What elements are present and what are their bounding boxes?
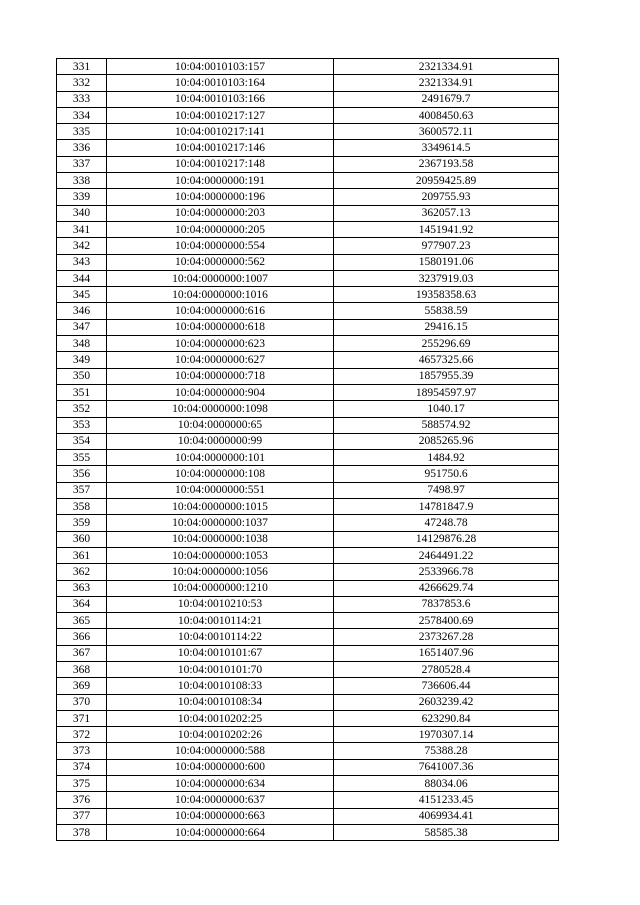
table-row <box>57 776 559 792</box>
row-number-cell: 336 <box>57 140 107 156</box>
row-number-cell: 360 <box>57 531 107 547</box>
row-number-cell: 362 <box>57 564 107 580</box>
cadastral-number-cell: 10:04:0000000:203 <box>107 205 334 221</box>
table-row <box>57 238 559 254</box>
cadastral-number-cell: 10:04:0000000:554 <box>107 238 334 254</box>
table-row <box>57 580 559 596</box>
row-number-cell: 363 <box>57 580 107 596</box>
cadastral-number-cell: 10:04:0010114:21 <box>107 613 334 629</box>
table-row <box>57 808 559 824</box>
table-row <box>57 629 559 645</box>
row-number-cell: 369 <box>57 678 107 694</box>
value-cell: 18954597.97 <box>334 384 559 400</box>
row-number-cell: 376 <box>57 792 107 808</box>
row-number-cell: 352 <box>57 401 107 417</box>
value-cell: 3600572.11 <box>334 124 559 140</box>
table-row <box>57 417 559 433</box>
cadastral-number-cell: 10:04:0000000:616 <box>107 303 334 319</box>
row-number-cell: 357 <box>57 482 107 498</box>
table-row <box>57 303 559 319</box>
table-row <box>57 499 559 515</box>
value-cell: 1484.92 <box>334 450 559 466</box>
value-cell: 7641007.36 <box>334 759 559 775</box>
table-row <box>57 564 559 580</box>
cadastral-number-cell: 10:04:0010103:164 <box>107 75 334 91</box>
cadastral-number-cell: 10:04:0000000:623 <box>107 336 334 352</box>
table-row <box>57 384 559 400</box>
value-cell: 7837853.6 <box>334 596 559 612</box>
value-cell: 2464491.22 <box>334 547 559 563</box>
row-number-cell: 371 <box>57 710 107 726</box>
cadastral-number-cell: 10:04:0010217:146 <box>107 140 334 156</box>
cadastral-number-cell: 10:04:0000000:551 <box>107 482 334 498</box>
table-row <box>57 352 559 368</box>
value-cell: 14781847.9 <box>334 499 559 515</box>
table-row <box>57 156 559 172</box>
cadastral-number-cell: 10:04:0000000:600 <box>107 759 334 775</box>
value-cell: 209755.93 <box>334 189 559 205</box>
value-cell: 2367193.58 <box>334 156 559 172</box>
value-cell: 1040.17 <box>334 401 559 417</box>
cadastral-number-cell: 10:04:0000000:1015 <box>107 499 334 515</box>
row-number-cell: 373 <box>57 743 107 759</box>
value-cell: 29416.15 <box>334 319 559 335</box>
cadastral-number-cell: 10:04:0000000:1056 <box>107 564 334 580</box>
cadastral-number-cell: 10:04:0010108:34 <box>107 694 334 710</box>
cadastral-number-cell: 10:04:0000000:196 <box>107 189 334 205</box>
cadastral-number-cell: 10:04:0010103:166 <box>107 91 334 107</box>
value-cell: 3237919.03 <box>334 270 559 286</box>
cadastral-number-cell: 10:04:0000000:205 <box>107 221 334 237</box>
cadastral-number-cell: 10:04:0000000:1016 <box>107 287 334 303</box>
cadastral-number-cell: 10:04:0000000:663 <box>107 808 334 824</box>
cadastral-number-cell: 10:04:0000000:634 <box>107 776 334 792</box>
row-number-cell: 348 <box>57 336 107 352</box>
value-cell: 4657325.66 <box>334 352 559 368</box>
row-number-cell: 370 <box>57 694 107 710</box>
cadastral-number-cell: 10:04:0010101:70 <box>107 661 334 677</box>
value-cell: 951750.6 <box>334 466 559 482</box>
row-number-cell: 368 <box>57 661 107 677</box>
table-row <box>57 694 559 710</box>
table-row <box>57 270 559 286</box>
value-cell: 55838.59 <box>334 303 559 319</box>
value-cell: 47248.78 <box>334 515 559 531</box>
cadastral-number-cell: 10:04:0010217:127 <box>107 107 334 123</box>
value-cell: 1451941.92 <box>334 221 559 237</box>
row-number-cell: 365 <box>57 613 107 629</box>
cadastral-number-cell: 10:04:0000000:1007 <box>107 270 334 286</box>
table-row <box>57 547 559 563</box>
row-number-cell: 364 <box>57 596 107 612</box>
cadastral-number-cell: 10:04:0000000:637 <box>107 792 334 808</box>
table-row <box>57 661 559 677</box>
row-number-cell: 378 <box>57 824 107 840</box>
table-row <box>57 433 559 449</box>
row-number-cell: 375 <box>57 776 107 792</box>
row-number-cell: 335 <box>57 124 107 140</box>
cadastral-number-cell: 10:04:0000000:904 <box>107 384 334 400</box>
row-number-cell: 339 <box>57 189 107 205</box>
value-cell: 977907.23 <box>334 238 559 254</box>
value-cell: 1651407.96 <box>334 645 559 661</box>
row-number-cell: 372 <box>57 727 107 743</box>
row-number-cell: 377 <box>57 808 107 824</box>
table-row <box>57 75 559 91</box>
value-cell: 2603239.42 <box>334 694 559 710</box>
value-cell: 20959425.89 <box>334 173 559 189</box>
table-row <box>57 710 559 726</box>
table-row <box>57 531 559 547</box>
row-number-cell: 333 <box>57 91 107 107</box>
table-row <box>57 368 559 384</box>
cadastral-number-cell: 10:04:0000000:1210 <box>107 580 334 596</box>
table-row <box>57 124 559 140</box>
row-number-cell: 331 <box>57 59 107 75</box>
table-row <box>57 743 559 759</box>
table-row <box>57 91 559 107</box>
cadastral-number-cell: 10:04:0000000:718 <box>107 368 334 384</box>
cadastral-number-cell: 10:04:0010210:53 <box>107 596 334 612</box>
value-cell: 4266629.74 <box>334 580 559 596</box>
table-row <box>57 205 559 221</box>
cadastral-number-cell: 10:04:0010217:141 <box>107 124 334 140</box>
table-row <box>57 613 559 629</box>
row-number-cell: 332 <box>57 75 107 91</box>
cadastral-number-cell: 10:04:0000000:65 <box>107 417 334 433</box>
table-row <box>57 287 559 303</box>
row-number-cell: 337 <box>57 156 107 172</box>
row-number-cell: 338 <box>57 173 107 189</box>
cadastral-number-cell: 10:04:0000000:1098 <box>107 401 334 417</box>
value-cell: 4008450.63 <box>334 107 559 123</box>
cadastral-number-cell: 10:04:0000000:562 <box>107 254 334 270</box>
table-row <box>57 140 559 156</box>
table-row <box>57 189 559 205</box>
row-number-cell: 340 <box>57 205 107 221</box>
value-cell: 2085265.96 <box>334 433 559 449</box>
value-cell: 4151233.45 <box>334 792 559 808</box>
value-cell: 588574.92 <box>334 417 559 433</box>
value-cell: 14129876.28 <box>334 531 559 547</box>
data-table <box>56 58 559 841</box>
row-number-cell: 374 <box>57 759 107 775</box>
value-cell: 2578400.69 <box>334 613 559 629</box>
value-cell: 1580191.06 <box>334 254 559 270</box>
table-row <box>57 59 559 75</box>
row-number-cell: 355 <box>57 450 107 466</box>
table-row <box>57 173 559 189</box>
cadastral-number-cell: 10:04:0000000:618 <box>107 319 334 335</box>
cadastral-number-cell: 10:04:0000000:191 <box>107 173 334 189</box>
cadastral-number-cell: 10:04:0000000:108 <box>107 466 334 482</box>
row-number-cell: 341 <box>57 221 107 237</box>
row-number-cell: 354 <box>57 433 107 449</box>
cadastral-number-cell: 10:04:0010217:148 <box>107 156 334 172</box>
table-row <box>57 645 559 661</box>
row-number-cell: 356 <box>57 466 107 482</box>
value-cell: 2321334.91 <box>334 59 559 75</box>
row-number-cell: 345 <box>57 287 107 303</box>
value-cell: 19358358.63 <box>334 287 559 303</box>
value-cell: 2321334.91 <box>334 75 559 91</box>
row-number-cell: 349 <box>57 352 107 368</box>
cadastral-number-cell: 10:04:0010114:22 <box>107 629 334 645</box>
cadastral-number-cell: 10:04:0000000:664 <box>107 824 334 840</box>
table-row <box>57 254 559 270</box>
value-cell: 3349614.5 <box>334 140 559 156</box>
table-row <box>57 824 559 840</box>
value-cell: 58585.38 <box>334 824 559 840</box>
table-row <box>57 319 559 335</box>
row-number-cell: 353 <box>57 417 107 433</box>
table-row <box>57 515 559 531</box>
row-number-cell: 367 <box>57 645 107 661</box>
row-number-cell: 334 <box>57 107 107 123</box>
row-number-cell: 343 <box>57 254 107 270</box>
table-row <box>57 792 559 808</box>
table-row <box>57 482 559 498</box>
value-cell: 2780528.4 <box>334 661 559 677</box>
cadastral-number-cell: 10:04:0000000:101 <box>107 450 334 466</box>
cadastral-number-cell: 10:04:0010202:26 <box>107 727 334 743</box>
value-cell: 75388.28 <box>334 743 559 759</box>
cadastral-number-cell: 10:04:0000000:627 <box>107 352 334 368</box>
table-row <box>57 336 559 352</box>
row-number-cell: 361 <box>57 547 107 563</box>
table-row <box>57 221 559 237</box>
value-cell: 362057.13 <box>334 205 559 221</box>
row-number-cell: 350 <box>57 368 107 384</box>
row-number-cell: 366 <box>57 629 107 645</box>
value-cell: 4069934.41 <box>334 808 559 824</box>
cadastral-number-cell: 10:04:0010103:157 <box>107 59 334 75</box>
value-cell: 1857955.39 <box>334 368 559 384</box>
cadastral-number-cell: 10:04:0000000:588 <box>107 743 334 759</box>
table-row <box>57 466 559 482</box>
value-cell: 2373267.28 <box>334 629 559 645</box>
cadastral-number-cell: 10:04:0010202:25 <box>107 710 334 726</box>
table-row <box>57 596 559 612</box>
value-cell: 2533966.78 <box>334 564 559 580</box>
cadastral-number-cell: 10:04:0000000:99 <box>107 433 334 449</box>
value-cell: 736606.44 <box>334 678 559 694</box>
table-row <box>57 450 559 466</box>
table-row <box>57 401 559 417</box>
row-number-cell: 359 <box>57 515 107 531</box>
cadastral-number-cell: 10:04:0010101:67 <box>107 645 334 661</box>
value-cell: 2491679.7 <box>334 91 559 107</box>
row-number-cell: 346 <box>57 303 107 319</box>
row-number-cell: 342 <box>57 238 107 254</box>
value-cell: 1970307.14 <box>334 727 559 743</box>
table-body <box>57 59 559 841</box>
row-number-cell: 351 <box>57 384 107 400</box>
value-cell: 7498.97 <box>334 482 559 498</box>
value-cell: 623290.84 <box>334 710 559 726</box>
row-number-cell: 347 <box>57 319 107 335</box>
table-row <box>57 678 559 694</box>
cadastral-number-cell: 10:04:0000000:1038 <box>107 531 334 547</box>
value-cell: 255296.69 <box>334 336 559 352</box>
table-row <box>57 759 559 775</box>
cadastral-number-cell: 10:04:0000000:1037 <box>107 515 334 531</box>
row-number-cell: 358 <box>57 499 107 515</box>
table-row <box>57 107 559 123</box>
cadastral-number-cell: 10:04:0010108:33 <box>107 678 334 694</box>
row-number-cell: 344 <box>57 270 107 286</box>
value-cell: 88034.06 <box>334 776 559 792</box>
table-row <box>57 727 559 743</box>
cadastral-number-cell: 10:04:0000000:1053 <box>107 547 334 563</box>
